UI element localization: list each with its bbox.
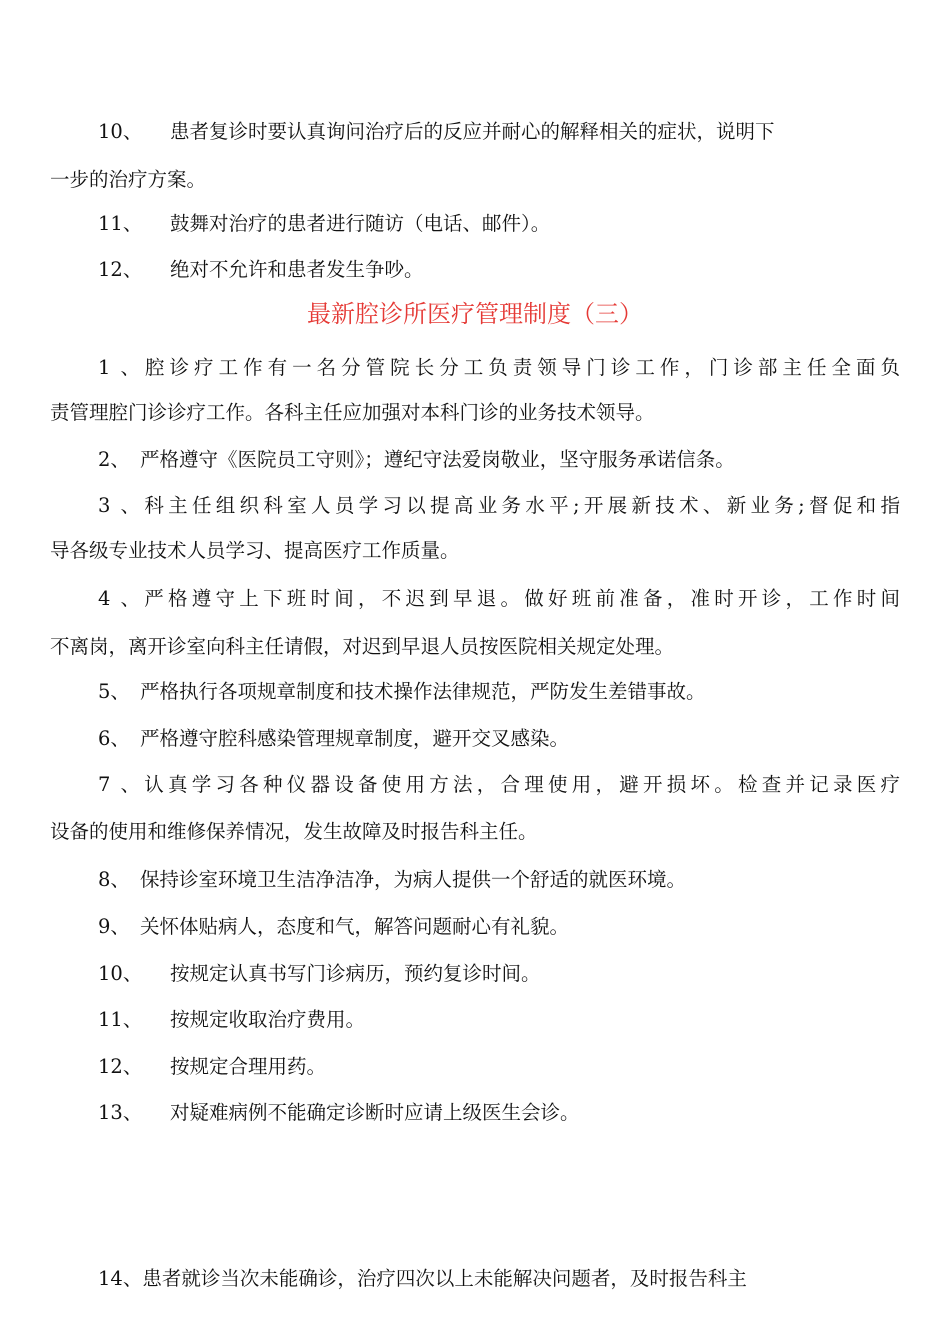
item-text: 按规定认真书写门诊病历，预约复诊时间。 bbox=[170, 962, 541, 985]
item-number: 2、 bbox=[98, 448, 130, 471]
item-number: 14、 bbox=[98, 1267, 143, 1290]
list-item-6 bbox=[98, 725, 948, 753]
list-item-9 bbox=[98, 913, 948, 941]
item-text: 导各级专业技术人员学习、提高医疗工作质量。 bbox=[50, 539, 460, 562]
list-item-10 bbox=[98, 960, 948, 988]
list-item-1 bbox=[98, 354, 900, 382]
item-number: 11、 bbox=[98, 1008, 143, 1031]
item-number: 1、 bbox=[98, 356, 140, 379]
list-item-13 bbox=[98, 1099, 948, 1127]
item-text: 严格执行各项规章制度和技术操作法律规范，严防发生差错事故。 bbox=[140, 680, 706, 703]
item-number: 9、 bbox=[98, 915, 130, 938]
item-text: 科主任组织科室人员学习以提高业务水平;开展新技术、新业务;督促和指 bbox=[140, 494, 900, 517]
list-item-4 bbox=[98, 585, 900, 613]
item-text: 不离岗，离开诊室向科主任请假，对迟到早退人员按医院相关规定处理。 bbox=[50, 635, 675, 658]
item-text: 一步的治疗方案。 bbox=[50, 168, 207, 191]
item-text: 设备的使用和维修保养情况，发生故障及时报告科主任。 bbox=[50, 820, 538, 843]
item-text: 对疑难病例不能确定诊断时应请上级医生会诊。 bbox=[170, 1101, 580, 1124]
item-text: 绝对不允许和患者发生争吵。 bbox=[170, 258, 424, 281]
item-text: 保持诊室环境卫生洁净洁净，为病人提供一个舒适的就医环境。 bbox=[140, 868, 687, 891]
list-item-2 bbox=[98, 446, 948, 474]
item-text: 认真学习各种仪器设备使用方法，合理使用，避开损坏。检查并记录医疗 bbox=[140, 773, 900, 796]
list-item-4-cont bbox=[50, 633, 900, 661]
list-item-8 bbox=[98, 866, 948, 894]
item-text: 严格遵守《医院员工守则》；遵纪守法爱岗敬业，坚守服务承诺信条。 bbox=[140, 448, 735, 471]
item-text: 患者复诊时要认真询问治疗后的反应并耐心的解释相关的症状，说明下 bbox=[170, 120, 775, 143]
item-text: 严格遵守腔科感染管理规章制度，避开交叉感染。 bbox=[140, 727, 570, 750]
list-item-prev-10 bbox=[98, 118, 948, 146]
item-text: 严格遵守上下班时间，不迟到早退。做好班前准备，准时开诊，工作时间 bbox=[140, 587, 900, 610]
list-item-1-cont bbox=[50, 399, 900, 427]
item-number: 8、 bbox=[98, 868, 130, 891]
list-item-7 bbox=[98, 771, 900, 799]
item-number: 4、 bbox=[98, 587, 140, 610]
item-text: 患者就诊当次未能确诊，治疗四次以上未能解决问题者，及时报告科主 bbox=[142, 1267, 747, 1290]
item-number: 10、 bbox=[98, 962, 143, 985]
item-number: 7、 bbox=[98, 773, 140, 796]
item-number: 13、 bbox=[98, 1101, 143, 1124]
item-text: 按规定收取治疗费用。 bbox=[170, 1008, 366, 1031]
item-text: 鼓舞对治疗的患者进行随访（电话、邮件）。 bbox=[170, 212, 551, 235]
item-number: 12、 bbox=[98, 258, 143, 281]
item-number: 5、 bbox=[98, 680, 130, 703]
list-item-5 bbox=[98, 678, 948, 706]
item-number: 3、 bbox=[98, 494, 140, 517]
list-item-3-cont bbox=[50, 537, 900, 565]
item-text: 按规定合理用药。 bbox=[170, 1055, 327, 1078]
list-item-3 bbox=[98, 492, 900, 520]
item-text: 腔诊疗工作有一名分管院长分工负责领导门诊工作，门诊部主任全面负 bbox=[140, 356, 900, 379]
section-title: 最新腔诊所医疗管理制度（三） bbox=[307, 300, 643, 328]
list-item-14 bbox=[98, 1265, 948, 1293]
item-number: 10、 bbox=[98, 120, 143, 143]
item-number: 11、 bbox=[98, 212, 143, 235]
item-text: 关怀体贴病人，态度和气，解答问题耐心有礼貌。 bbox=[140, 915, 570, 938]
list-item-7-cont bbox=[50, 818, 900, 846]
list-item-prev-12 bbox=[98, 256, 948, 284]
list-item-11 bbox=[98, 1006, 948, 1034]
item-number: 6、 bbox=[98, 727, 130, 750]
item-text: 责管理腔门诊诊疗工作。各科主任应加强对本科门诊的业务技术领导。 bbox=[50, 401, 655, 424]
list-item-12 bbox=[98, 1053, 948, 1081]
list-item-prev-10-cont bbox=[50, 166, 900, 194]
list-item-prev-11 bbox=[98, 210, 948, 238]
item-number: 12、 bbox=[98, 1055, 143, 1078]
